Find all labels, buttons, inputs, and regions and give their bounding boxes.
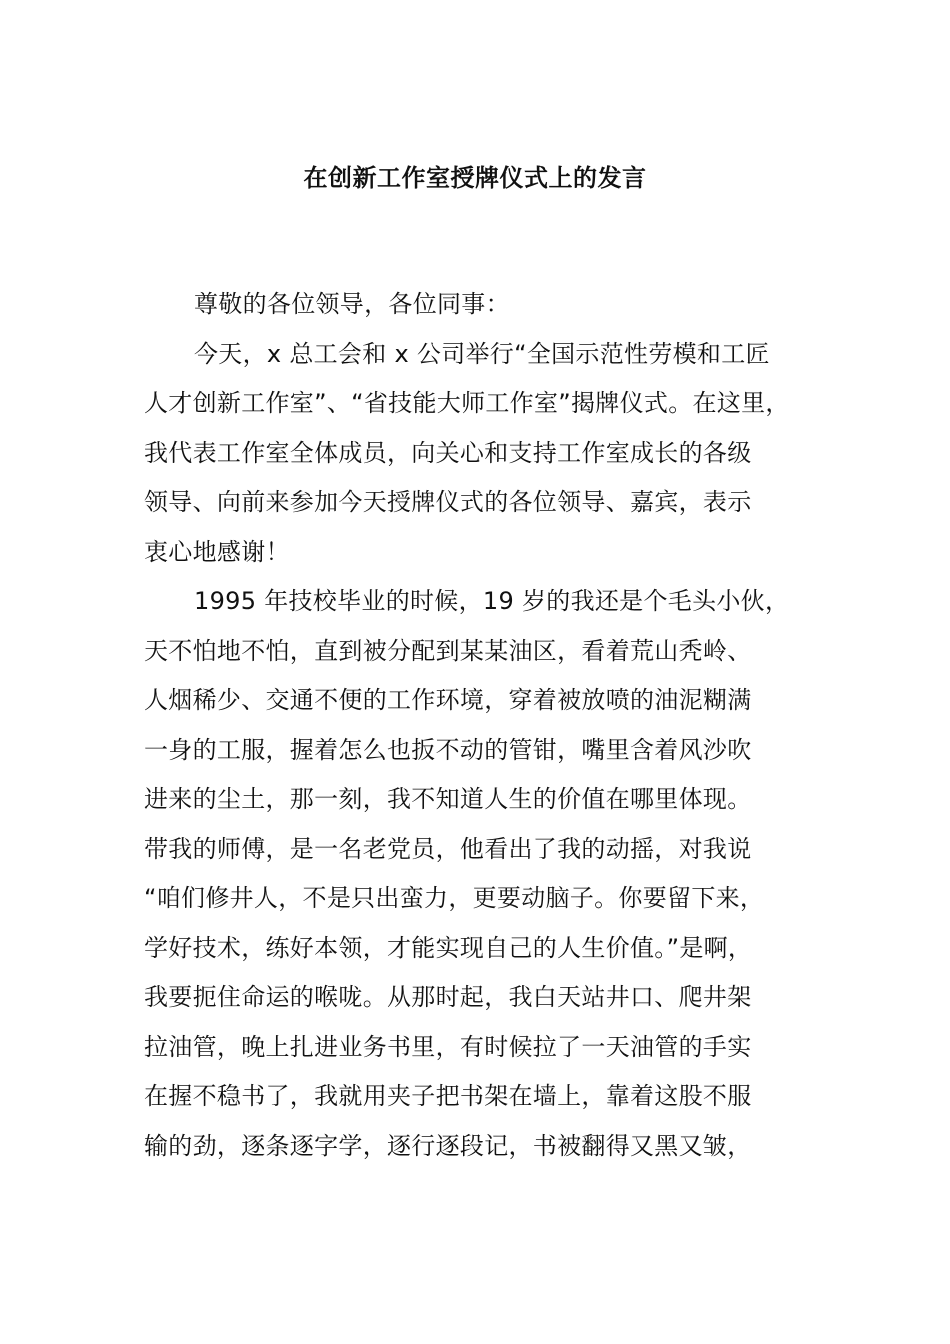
- salutation-line: 尊敬的各位领导，各位同事：: [194, 290, 510, 318]
- paragraph-line: 人才创新工作室”、“省技能大师工作室”揭牌仪式。在这里，: [144, 389, 790, 417]
- paragraph-line: 我代表工作室全体成员，向关心和支持工作室成长的各级: [144, 438, 752, 467]
- document-title: 在创新工作室授牌仪式上的发言: [303, 164, 647, 192]
- paragraph-line: 天不怕地不怕，直到被分配到某某油区，看着荒山秃岭、: [144, 636, 752, 665]
- paragraph-line: 学好技术，练好本领，才能实现自己的人生价值。”是啊，: [144, 933, 753, 962]
- paragraph-line: 拉油管，晚上扎进业务书里，有时候拉了一天油管的手实: [144, 1032, 752, 1061]
- paragraph-line: 在握不稳书了，我就用夹子把书架在墙上，靠着这股不服: [144, 1082, 752, 1110]
- paragraph-line: 1995 年技校毕业的时候，19 岁的我还是个毛头小伙，: [194, 587, 790, 615]
- paragraph-line: “咱们修井人，不是只出蛮力，更要动脑子。你要留下来，: [144, 884, 765, 912]
- paragraph-line: 领导、向前来参加今天授牌仪式的各位领导、嘉宾，表示: [144, 488, 752, 516]
- paragraph-line: 一身的工服，握着怎么也扳不动的管钳，嘴里含着风沙吹: [144, 735, 752, 764]
- paragraph-line: 我要扼住命运的喉咙。从那时起，我白天站井口、爬井架: [144, 983, 752, 1011]
- paragraph-line: 输的劲，逐条逐字学，逐行逐段记，书被翻得又黑又皱，: [144, 1131, 752, 1160]
- document-body: [144, 280, 824, 1171]
- paragraph-line: 人烟稀少、交通不便的工作环境，穿着被放喷的油泥糊满: [144, 686, 752, 714]
- paragraph-line: 衷心地感谢！: [144, 537, 290, 566]
- paragraph-line: 进来的尘土，那一刻，我不知道人生的价值在哪里体现。: [144, 785, 752, 813]
- paragraph-line: 带我的师傅，是一名老党员，他看出了我的动摇，对我说: [144, 834, 752, 863]
- paragraph-line: 今天，x 总工会和 x 公司举行“全国示范性劳模和工匠: [194, 339, 770, 368]
